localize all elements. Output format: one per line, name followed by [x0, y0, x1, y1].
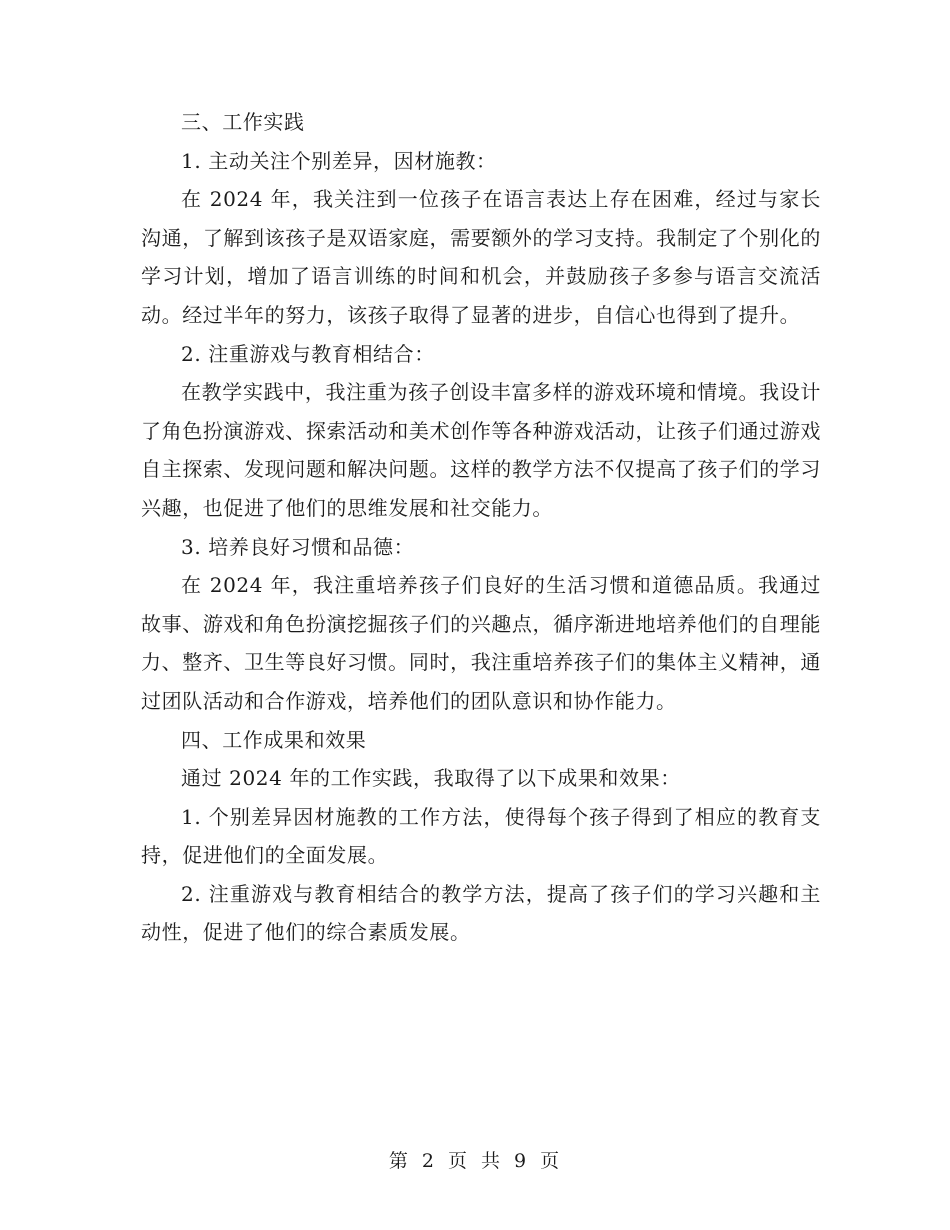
section-heading-results: 四、工作成果和效果: [181, 727, 367, 752]
document-body: [141, 103, 821, 952]
section-heading-work-practice: 三、工作实践: [181, 110, 305, 134]
subheading-games-education: 2. 注重游戏与教育相结合：: [181, 341, 435, 366]
subheading-individual-differences: 1. 主动关注个别差异，因材施教：: [181, 148, 497, 173]
list-item-result-1: 1. 个别差异因材施教的工作方法，使得每个孩子得到了相应的教育支持，促进他们的全面发展。: [141, 804, 821, 868]
list-item-result-2: 2. 注重游戏与教育相结合的教学方法，提高了孩子们的学习兴趣和主动性，促进了他们的综合素质发展。: [141, 881, 821, 945]
paragraph-individual-differences: 在 2024 年，我关注到一位孩子在语言表达上存在困难，经过与家长沟通，了解到该孩子是双语家庭，需要额外的学习支持。我制定了个别化的学习计划，增加了语言训练的时间和机会，并鼓励孩子多参与语言交流活动。经过半年的努力，该孩子取得了显著的进步，自信心也得到了提升。: [141, 187, 821, 327]
page-number-footer: 第 2 页 共 9 页: [388, 1150, 562, 1172]
subheading-habits-morals: 3. 培养良好习惯和品德：: [181, 534, 415, 559]
paragraph-games-education: 在教学实践中，我注重为孩子创设丰富多样的游戏环境和情境。我设计了角色扮演游戏、探索活动和美术创作等各种游戏活动，让孩子们通过游戏自主探索、发现问题和解决问题。这样的教学方法不仅提高了孩子们的学习兴趣，也促进了他们的思维发展和社交能力。: [141, 380, 821, 520]
paragraph-habits-morals: 在 2024 年，我注重培养孩子们良好的生活习惯和道德品质。我通过故事、游戏和角色扮演挖掘孩子们的兴趣点，循序渐进地培养他们的自理能力、整齐、卫生等良好习惯。同时，我注重培养孩子们的集体主义精神，通过团队活动和合作游戏，培养他们的团队意识和协作能力。: [141, 573, 821, 713]
paragraph-results-intro: 通过 2024 年的工作实践，我取得了以下成果和效果：: [181, 766, 681, 791]
